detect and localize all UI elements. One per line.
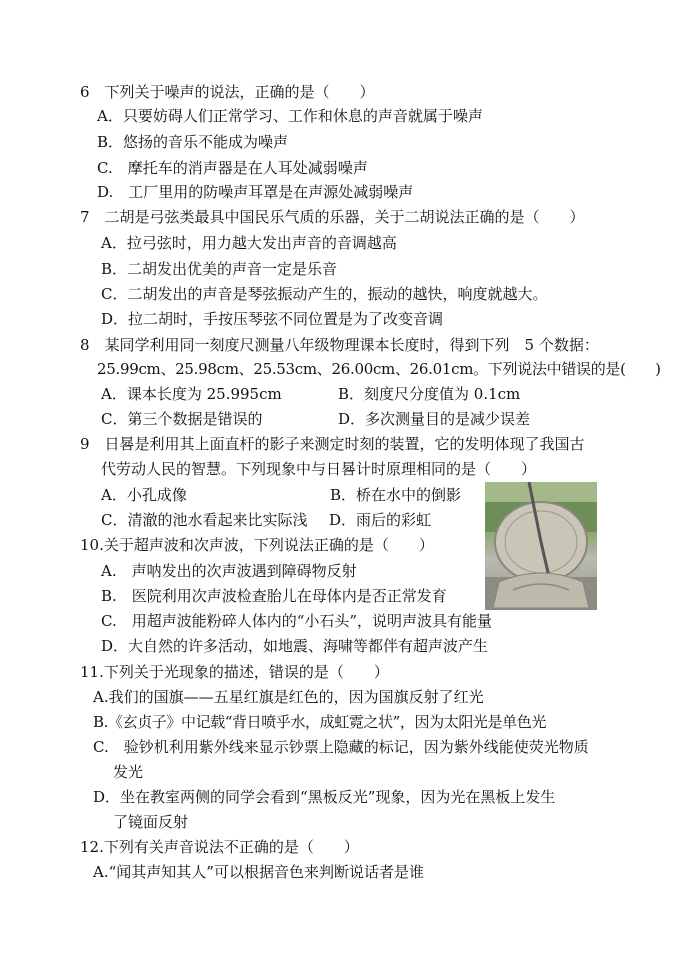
q6-option-c: C. 摩托车的消声器是在人耳处减弱噪声 (97, 159, 368, 177)
sundial-icon (485, 482, 597, 610)
q7-stem: 7 二胡是弓弦类最具中国民乐气质的乐器，关于二胡说法正确的是（ ） (80, 208, 585, 226)
q8-stem: 8 某同学利用同一刻度尺测量八年级物理课本长度时，得到下列 5 个数据： (80, 336, 599, 354)
q6-option-a: A．只要妨碍人们正常学习、工作和休息的声音就属于噪声 (97, 107, 483, 125)
q8-option-c: C．第三个数据是错误的 (101, 410, 263, 428)
q6-option-d: D. 工厂里用的防噪声耳罩是在声源处减弱噪声 (97, 183, 414, 201)
q8-option-a: A．课本长度为 25.995cm (101, 385, 282, 403)
q10-option-a: A. 声呐发出的次声波遇到障碍物反射 (101, 562, 357, 580)
q6-stem: 6 下列关于噪声的说法，正确的是（ ） (80, 83, 375, 101)
q11-option-a: A.我们的国旗——五星红旗是红色的，因为国旗反射了红光 (93, 688, 484, 706)
q7-option-d: D．拉二胡时，手按压琴弦不同位置是为了改变音调 (101, 310, 444, 328)
q9-option-b: B．桥在水中的倒影 (330, 486, 462, 504)
q6-option-b: B．悠扬的音乐不能成为噪声 (97, 133, 289, 151)
q10-option-c: C. 用超声波能粉碎人体内的“小石头”，说明声波具有能量 (101, 612, 493, 630)
q8-option-b: B．刻度尺分度值为 0.1cm (338, 385, 521, 403)
q11-option-d-cont: 了镜面反射 (113, 813, 189, 831)
q10-option-b: B. 医院利用次声波检查胎儿在母体内是否正常发育 (101, 587, 447, 605)
q12-option-a: A.“闻其声知其人”可以根据音色来判断说话者是谁 (93, 863, 424, 881)
q9-stem-cont: 代劳动人民的智慧。下列现象中与日晷计时原理相同的是（ ） (101, 460, 537, 478)
q11-option-c-cont: 发光 (113, 763, 144, 781)
q7-option-c: C．二胡发出的声音是琴弦振动产生的，振动的越快，响度就越大。 (101, 285, 548, 303)
q11-option-b: B.《玄贞子》中记载“背日喷乎水，成虹霓之状”，因为太阳光是单色光 (93, 713, 546, 731)
q9-option-d: D．雨后的彩虹 (329, 511, 432, 529)
sundial-photo (485, 482, 597, 610)
q9-option-a: A．小孔成像 (101, 486, 187, 504)
q9-stem: 9 日晷是利用其上面直杆的影子来测定时刻的装置，它的发明体现了我国古 (80, 435, 585, 453)
q10-stem: 10.关于超声波和次声波，下列说法正确的是（ ） (80, 536, 434, 554)
q10-option-d: D．大自然的许多活动，如地震、海啸等都伴有超声波产生 (101, 637, 489, 655)
q8-stem-data: 25.99cm、25.98cm、25.53cm、26.00cm、26.01cm。下列说法中错误的是( ) (97, 360, 661, 378)
q11-stem: 11.下列关于光现象的描述，错误的是（ ） (80, 663, 389, 681)
q8-option-d: D．多次测量目的是减少误差 (338, 410, 531, 428)
q7-option-a: A．拉弓弦时，用力越大发出声音的音调越高 (101, 234, 397, 252)
q11-option-c: C. 验钞机利用紫外线来显示钞票上隐藏的标记，因为紫外线能使荧光物质 (93, 738, 589, 756)
q7-option-b: B．二胡发出优美的声音一定是乐音 (101, 260, 338, 278)
q9-option-c: C．清澈的池水看起来比实际浅 (101, 511, 308, 529)
q12-stem: 12.下列有关声音说法不正确的是（ ） (80, 838, 359, 856)
q11-option-d: D．坐在教室两侧的同学会看到“黑板反光”现象，因为光在黑板上发生 (93, 788, 556, 806)
